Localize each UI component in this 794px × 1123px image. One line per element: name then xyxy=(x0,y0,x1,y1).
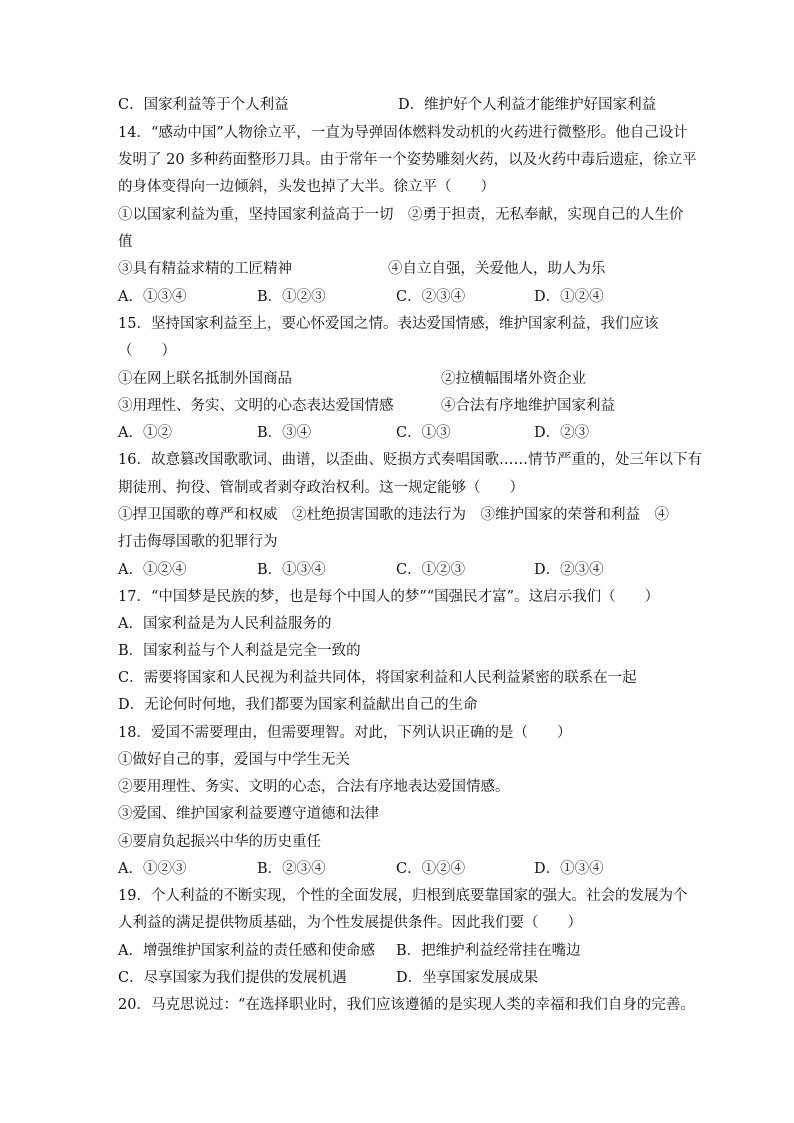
q15-item-2: ②拉横幅围堵外资企业 xyxy=(441,371,586,387)
q14-option-c: C．②③④ xyxy=(396,289,466,305)
q16-items-line-1: ①捍卫国歌的尊严和权威 ②杜绝损害国歌的违法行为 ③维护国家的荣誉和利益 ④ xyxy=(118,507,669,523)
q18-options-row xyxy=(118,859,678,879)
q17-option-b: B．国家利益与个人利益是完全一致的 xyxy=(118,643,361,659)
q18-option-c: C．①②④ xyxy=(396,861,466,877)
q14-stem-line-3: 的身体变得向一边倾斜，头发也掉了大半。徐立平（ ） xyxy=(118,179,495,195)
q18-item-4: ④要肩负起振兴中华的历史重任 xyxy=(118,834,321,850)
q14-option-d: D．①②④ xyxy=(534,289,604,305)
q15-option-b: B．③④ xyxy=(257,425,312,441)
q15-option-a: A．①② xyxy=(118,425,172,441)
q14-option-b: B．①②③ xyxy=(257,289,326,305)
q14-stem-line-1: 14．“感动中国”人物徐立平，一直为导弹固体燃料发动机的火药进行微整形。他自己设计 xyxy=(118,125,688,141)
q19-stem-line-2: 人利益的满足提供物质基础，为个性发展提供条件。因此我们要（ ） xyxy=(118,915,582,931)
q15-option-c: C．①③ xyxy=(396,425,451,441)
q16-option-b: B．①③④ xyxy=(257,562,326,578)
q15-option-d: D．②③ xyxy=(534,425,590,441)
q14-item-3: ③具有精益求精的工匠精神 xyxy=(118,261,292,277)
q15-stem-line-1: 15．坚持国家利益至上，要心怀爱国之情。表达爱国情感，维护国家利益，我们应该 xyxy=(118,316,659,332)
q19-options-row-1 xyxy=(118,941,678,961)
q16-stem-line-2: 期徒刑、拘役、管制或者剥夺政治权利。这一规定能够（ ） xyxy=(118,480,524,496)
q14-items-line-1: ①以国家利益为重，坚持国家利益高于一切 ②勇于担责，无私奉献，实现自己的人生价 xyxy=(118,207,684,223)
q17-stem: 17．“中国梦是民族的梦，也是每个中国人的梦”“国强民才富”。这启示我们（ ） xyxy=(118,589,660,605)
q18-item-3: ③爱国、维护国家利益要遵守道德和法律 xyxy=(118,806,379,822)
q17-option-c: C．需要将国家和人民视为利益共同体，将国家利益和人民利益紧密的联系在一起 xyxy=(118,670,637,686)
q16-options-row xyxy=(118,560,678,580)
q15-items-row-2 xyxy=(118,396,678,416)
q20-stem: 20．马克思说过：“在选择职业时，我们应该遵循的是实现人类的幸福和我们自身的完善。 xyxy=(118,997,695,1013)
q14-options-row xyxy=(118,287,678,307)
q13-option-d: D．维护好个人利益才能维护好国家利益 xyxy=(398,97,657,113)
q19-option-a: A．增强维护国家利益的责任感和使命感 xyxy=(118,943,375,959)
q15-stem-line-2: （ ） xyxy=(118,343,176,359)
q19-stem-line-1: 19．个人利益的不断实现，个性的全面发展，归根到底要靠国家的强大。社会的发展为个 xyxy=(118,888,688,904)
q16-items-line-2: 打击侮辱国歌的犯罪行为 xyxy=(118,534,278,550)
q17-option-d: D．无论何时何地，我们都要为国家利益献出自己的生命 xyxy=(118,697,478,713)
q14-items-line-2: 值 xyxy=(118,234,133,250)
q14-stem-line-2: 发明了 20 多种药面整形刀具。由于常年一个姿势雕刻火药，以及火药中毒后遗症，徐立平 xyxy=(118,152,697,168)
q18-option-a: A．①②③ xyxy=(118,861,187,877)
q15-items-row-1 xyxy=(118,369,678,389)
q16-option-a: A．①②④ xyxy=(118,562,187,578)
q15-options-row xyxy=(118,423,678,443)
q14-items-row xyxy=(118,259,678,279)
q16-option-c: C．①②③ xyxy=(396,562,466,578)
q18-option-b: B．②③④ xyxy=(257,861,326,877)
q13-option-c: C．国家利益等于个人利益 xyxy=(118,97,289,113)
q16-option-d: D．②③④ xyxy=(534,562,604,578)
q15-item-1: ①在网上联名抵制外国商品 xyxy=(118,371,292,387)
q18-item-2: ②要用理性、务实、文明的心态，合法有序地表达爱国情感。 xyxy=(118,779,510,795)
q19-option-d: D．坐享国家发展成果 xyxy=(396,970,539,986)
q19-options-row-2 xyxy=(118,968,678,988)
q16-stem-line-1: 16．故意篡改国歌歌词、曲谱，以歪曲、贬损方式奏唱国歌……情节严重的，处三年以下有 xyxy=(118,452,702,468)
q13-options-row xyxy=(118,95,678,115)
q15-item-3: ③用理性、务实、文明的心态表达爱国情感 xyxy=(118,398,394,414)
q14-item-4: ④自立自强，关爱他人，助人为乐 xyxy=(388,261,606,277)
q15-item-4: ④合法有序地维护国家利益 xyxy=(441,398,615,414)
q18-item-1: ①做好自己的事，爱国与中学生无关 xyxy=(118,752,350,768)
q18-stem: 18．爱国不需要理由，但需要理智。对此，下列认识正确的是（ ） xyxy=(118,725,572,741)
q19-option-c: C．尽享国家为我们提供的发展机遇 xyxy=(118,970,347,986)
q18-option-d: D．①③④ xyxy=(534,861,604,877)
q14-option-a: A．①③④ xyxy=(118,289,187,305)
q19-option-b: B．把维护利益经常挂在嘴边 xyxy=(396,943,581,959)
q17-option-a: A．国家利益是为人民利益服务的 xyxy=(118,616,332,632)
